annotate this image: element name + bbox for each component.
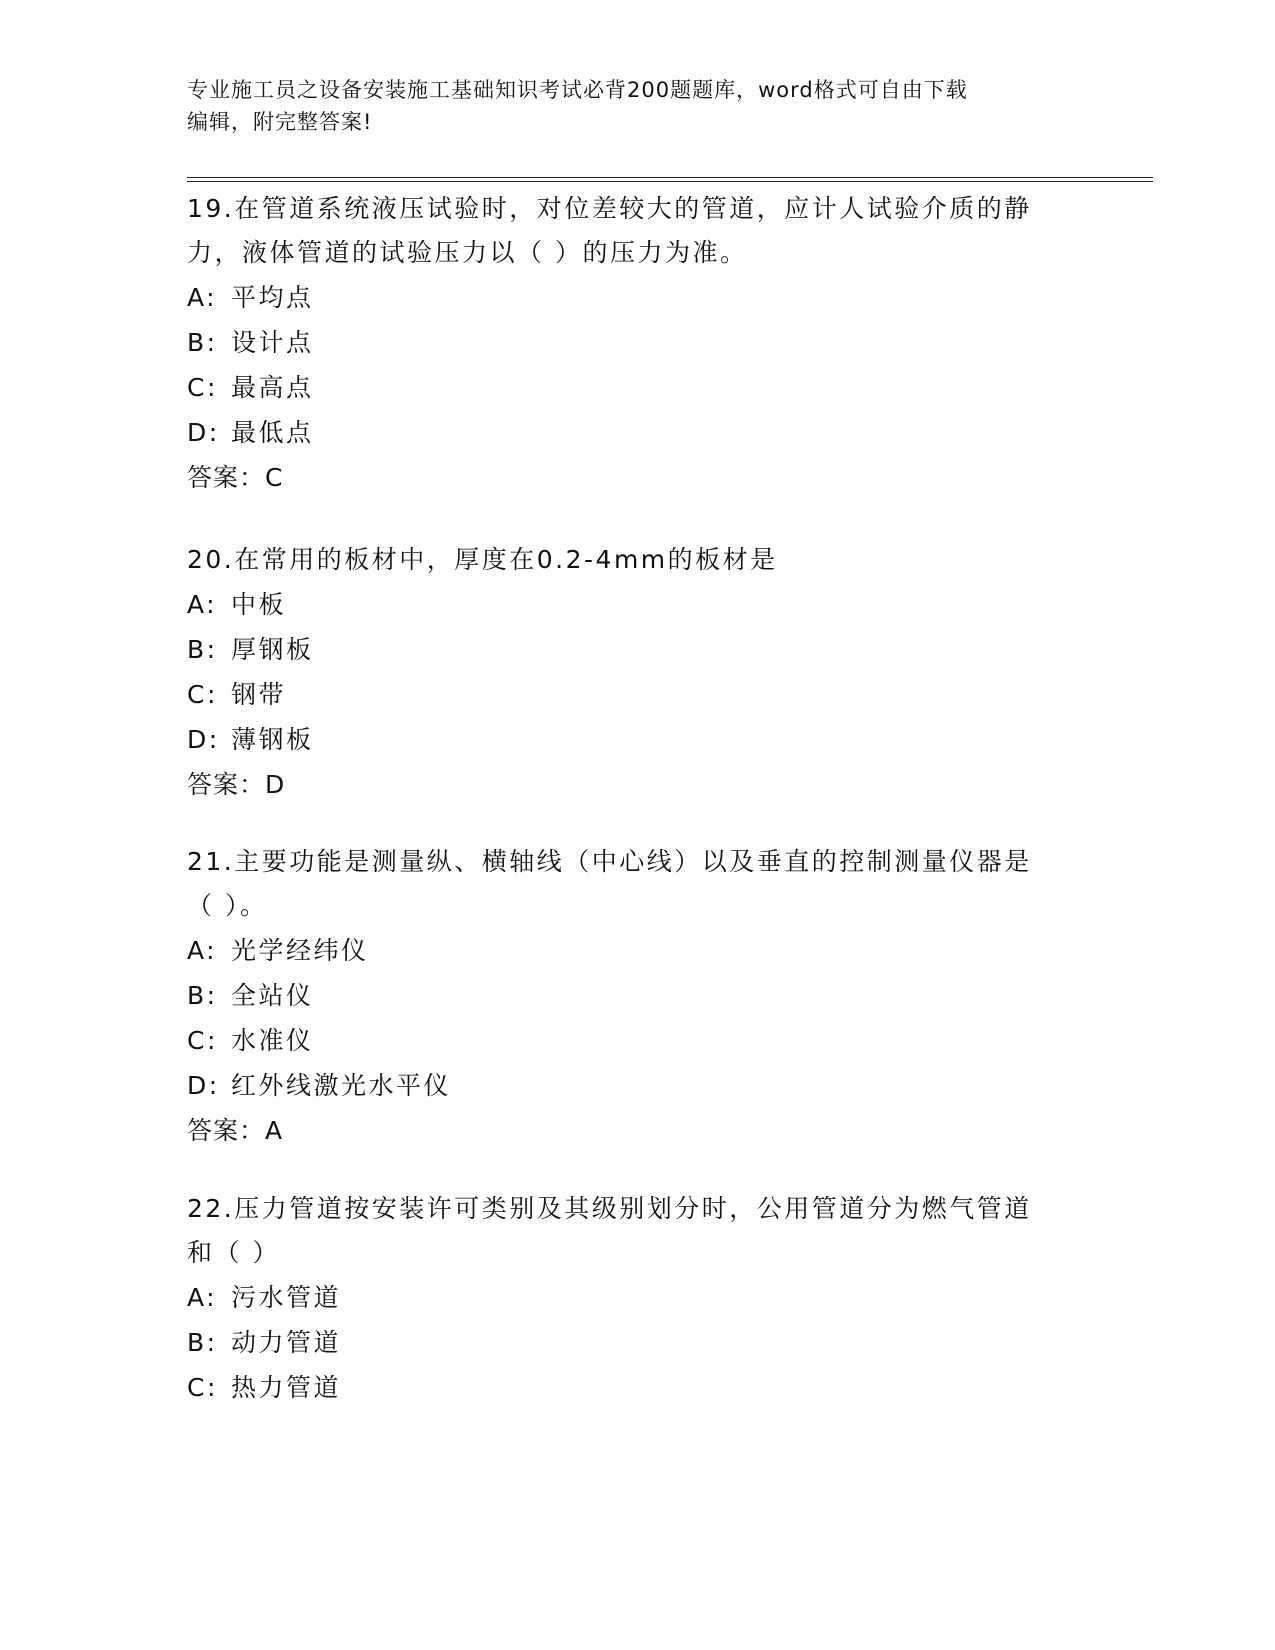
option-label: A: <box>187 283 218 312</box>
option-b <box>187 973 1087 1018</box>
option-text: 最高点 <box>231 373 314 402</box>
question-text-line-2: 和（ ） <box>187 1238 280 1267</box>
option-text: 中板 <box>231 590 287 619</box>
option-label: B: <box>187 1328 218 1357</box>
option-text: 污水管道 <box>231 1283 342 1312</box>
option-label: B: <box>187 635 218 664</box>
option-b <box>187 627 1087 672</box>
option-d <box>187 1063 1087 1108</box>
header-rule-top <box>187 177 1153 178</box>
header-line-2: 编辑，附完整答案! <box>187 110 373 134</box>
option-text: 水准仪 <box>231 1026 314 1055</box>
option-b <box>187 1320 1087 1365</box>
option-c <box>187 365 1087 410</box>
header-line-1: 专业施工员之设备安装施工基础知识考试必背200题题库，word格式可自由下载 <box>187 78 968 102</box>
option-b <box>187 320 1087 365</box>
option-text: 动力管道 <box>231 1328 342 1357</box>
option-a <box>187 582 1087 627</box>
option-text: 钢带 <box>231 680 287 709</box>
document-header <box>187 74 1067 138</box>
option-label: D: <box>187 725 220 754</box>
answer-line: 答案：C <box>187 463 284 492</box>
option-label: C: <box>187 373 218 402</box>
question-22 <box>187 1187 1087 1410</box>
option-text: 红外线激光水平仪 <box>231 1071 452 1100</box>
question-text-line-2: （ ）。 <box>187 891 268 920</box>
option-text: 设计点 <box>231 328 314 357</box>
question-21 <box>187 840 1087 1153</box>
option-text: 厚钢板 <box>231 635 314 664</box>
option-text: 平均点 <box>231 283 314 312</box>
option-label: D: <box>187 418 220 447</box>
option-text: 光学经纬仪 <box>231 936 369 965</box>
option-c <box>187 1365 1087 1410</box>
option-label: A: <box>187 936 218 965</box>
option-label: D: <box>187 1071 220 1100</box>
option-label: B: <box>187 328 218 357</box>
option-text: 热力管道 <box>231 1373 342 1402</box>
question-20 <box>187 538 1087 807</box>
option-label: C: <box>187 680 218 709</box>
option-d <box>187 410 1087 455</box>
answer-line: 答案：A <box>187 1116 284 1145</box>
option-d <box>187 717 1087 762</box>
option-a <box>187 275 1087 320</box>
option-c <box>187 1018 1087 1063</box>
question-text-line-1: 22.压力管道按安装许可类别及其级别划分时，公用管道分为燃气管道 <box>187 1194 1032 1223</box>
option-label: C: <box>187 1026 218 1055</box>
option-c <box>187 672 1087 717</box>
header-rule-bottom <box>187 181 1153 182</box>
option-text: 最低点 <box>231 418 314 447</box>
answer-line: 答案：D <box>187 770 286 799</box>
question-19 <box>187 187 1087 500</box>
option-a <box>187 1275 1087 1320</box>
option-label: A: <box>187 1283 218 1312</box>
option-a <box>187 928 1087 973</box>
option-label: B: <box>187 981 218 1010</box>
option-text: 薄钢板 <box>231 725 314 754</box>
option-label: A: <box>187 590 218 619</box>
question-text-line-1: 21.主要功能是测量纵、横轴线（中心线）以及垂直的控制测量仪器是 <box>187 847 1032 876</box>
question-text-line-2: 力，液体管道的试验压力以（ ）的压力为准。 <box>187 238 748 267</box>
option-text: 全站仪 <box>231 981 314 1010</box>
question-text-line-1: 19.在管道系统液压试验时，对位差较大的管道，应计人试验介质的静 <box>187 194 1032 223</box>
question-text-line-1: 20.在常用的板材中，厚度在0.2-4mm的板材是 <box>187 545 778 574</box>
option-label: C: <box>187 1373 218 1402</box>
